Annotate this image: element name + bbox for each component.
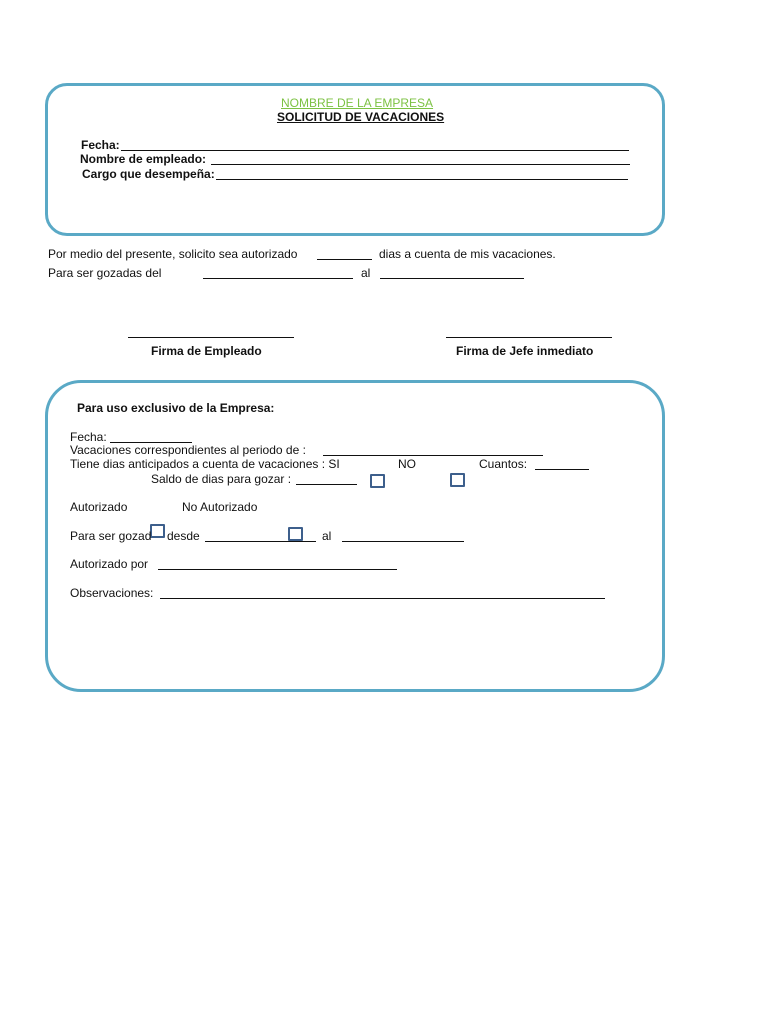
dias-line[interactable] <box>317 259 372 260</box>
autorizado-por-label: Autorizado por <box>70 557 149 571</box>
observaciones-line[interactable] <box>160 598 605 599</box>
firma-jefe-label: Firma de Jefe inmediato <box>456 344 594 358</box>
periodo-line[interactable] <box>323 455 543 456</box>
firma-empleado-line[interactable] <box>128 337 294 338</box>
form-title: SOLICITUD DE VACACIONES <box>277 110 445 124</box>
cargo-line[interactable] <box>216 179 628 180</box>
company-name: NOMBRE DE LA EMPRESA <box>281 96 434 110</box>
fecha-line[interactable] <box>121 150 629 151</box>
saldo-label: Saldo de dias para gozar : <box>151 472 292 486</box>
gozar-al-label: al <box>322 529 332 543</box>
request-line-1b: dias a cuenta de mis vacaciones. <box>379 247 556 261</box>
no-autorizado-label: No Autorizado <box>182 500 258 514</box>
request-line-1a: Por medio del presente, solicito sea autorizado <box>48 247 298 261</box>
observaciones-label: Observaciones: <box>70 586 154 600</box>
cu-fecha-label: Fecha: <box>70 430 107 444</box>
gozar-label-b: desde <box>167 529 200 543</box>
gozar-desde-line[interactable] <box>205 541 316 542</box>
request-line-2a: Para ser gozadas del <box>48 266 162 280</box>
nombre-empleado-line[interactable] <box>211 164 630 165</box>
autorizado-label: Autorizado <box>70 500 128 514</box>
request-al: al <box>361 266 371 280</box>
cuantos-line[interactable] <box>535 469 589 470</box>
fecha-label: Fecha: <box>81 138 120 152</box>
no-checkbox[interactable] <box>450 473 465 487</box>
cargo-label: Cargo que desempeña: <box>82 167 215 181</box>
cuantos-label: Cuantos: <box>479 457 528 471</box>
autorizado-por-line[interactable] <box>158 569 397 570</box>
autorizado-checkbox[interactable] <box>150 524 165 538</box>
desde-line[interactable] <box>203 278 353 279</box>
periodo-label: Vacaciones correspondientes al periodo de : <box>70 443 306 457</box>
no-label: NO <box>398 457 416 471</box>
no-autorizado-checkbox[interactable] <box>288 527 303 541</box>
company-use-heading: Para uso exclusivo de la Empresa: <box>77 401 275 415</box>
nombre-empleado-label: Nombre de empleado: <box>80 152 207 166</box>
anticipados-label: Tiene dias anticipados a cuenta de vacaciones : SI <box>70 457 340 471</box>
firma-empleado-label: Firma de Empleado <box>151 344 262 358</box>
firma-jefe-line[interactable] <box>446 337 612 338</box>
gozar-label-a: Para ser gozad <box>70 529 152 543</box>
gozar-al-line[interactable] <box>342 541 464 542</box>
si-checkbox[interactable] <box>370 474 385 488</box>
hasta-line[interactable] <box>380 278 524 279</box>
saldo-line[interactable] <box>296 484 357 485</box>
